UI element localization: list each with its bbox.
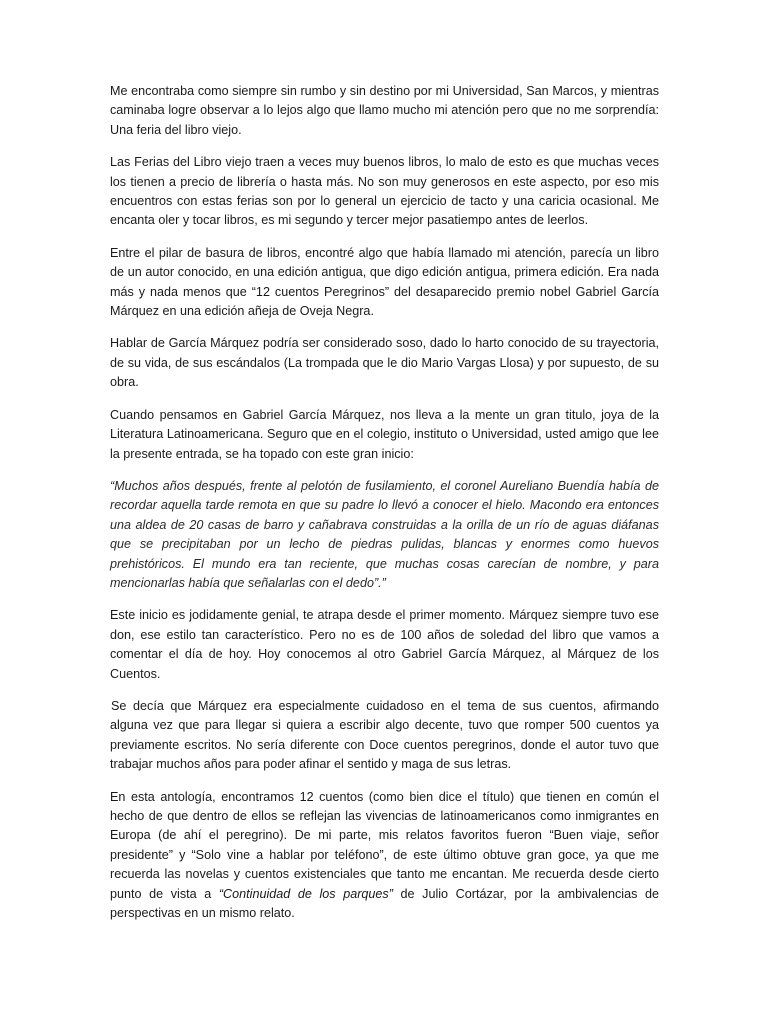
antologia-italic-title: “Continuidad de los parques” bbox=[218, 886, 393, 901]
paragraph-cuentos: Se decía que Márquez era especialmente cuidadoso en el tema de sus cuentos, afirmando alguna vez que para llegar si quiera a escribir algo decente, tuvo que romper 500 cuentos ya previamente escritos. No sería diferente con Doce cuentos peregrinos, donde el autor tuvo que trabajar muchos años para poder afinar el sentido y maga de sus letras. bbox=[110, 698, 659, 772]
paragraph-gran-titulo: Cuando pensamos en Gabriel García Márquez, nos lleva a la mente un gran titulo, joya de la Literatura Latinoamericana. Seguro que en el colegio, instituto o Universidad, usted amigo que lee la presente entrada, se ha topado con este gran inicio: bbox=[110, 407, 659, 461]
paragraph-antologia bbox=[110, 788, 659, 924]
paragraph-quote: “Muchos años después, frente al pelotón de fusilamiento, el coronel Aureliano Buendía había de recordar aquella tarde remota en que su padre lo llevó a conocer el hielo. Macondo era entonces una aldea de 20 casas de barro y cañabrava construidas a la orilla de un río de aguas diáfanas que se precipitaban por un lecho de piedras pulidas, blancas y enormes como huevos prehistóricos. El mundo era tan reciente, que muchas cosas carecían de nombre, y para mencionarlas había que señalarlas con el dedo”.” bbox=[110, 478, 659, 590]
paragraph-inicio-genial: Este inicio es jodidamente genial, te atrapa desde el primer momento. Márquez siempre tuvo ese don, ese estilo tan característico. Pero no es de 100 años de soledad del libro que vamos a comentar el día de hoy. Hoy conocemos al otro Gabriel García Márquez, al Márquez de los Cuentos. bbox=[110, 608, 659, 681]
antologia-text-after: de Julio Cortázar, por la ambivalencias de perspectivas en un mismo relato. bbox=[110, 886, 659, 921]
paragraph-ferias: Las Ferias del Libro viejo traen a veces muy buenos libros, lo malo de esto es que muchas veces los tienen a precio de librería o hasta más. No son muy generosos en este aspecto, por eso mis encuentros con estas ferias son por lo general un ejercicio de tacto y una caricia ocasional. Me encanta oler y tocar libros, es mi segundo y tercer mejor pasatiempo antes de leerlos. bbox=[110, 155, 659, 228]
paragraph-garcia-marquez: Hablar de García Márquez podría ser considerado soso, dado lo harto conocido de su trayectoria, de su vida, de sus escándalos (La trompada que le dio Mario Vargas Llosa) y por supuesto, de su obra. bbox=[110, 336, 659, 390]
paragraph-hallazgo: Entre el pilar de basura de libros, encontré algo que había llamado mi atención, parecía un libro de un autor conocido, en una edición antigua, que digo edición antigua, primera edición. Era nada más y nada menos que “12 cuentos Peregrinos” del desaparecido premio nobel Gabriel García Márquez en una edición añeja de Oveja Negra. bbox=[110, 245, 659, 319]
antologia-text-before: En esta antología, encontramos 12 cuentos (como bien dice el título) que tienen en común el hecho de que dentro de ellos se reflejan las vivencias de latinoamericanos como inmigrantes en Europa (de ahí el peregrino). De mi parte, mis relatos favoritos fueron “Buen viaje, señor presidente” y “Solo vine a hablar por teléfono”, de este último obtuve gran goce, ya que me recuerda las novelas y cuentos existenciales que tanto me encantan. Me recuerda desde cierto punto de vista a bbox=[110, 789, 659, 901]
document-page bbox=[110, 82, 659, 936]
paragraph-intro: Me encontraba como siempre sin rumbo y sin destino por mi Universidad, San Marcos, y mientras caminaba logre observar a lo lejos algo que llamo mucho mi atención pero que no me sorprendía: Una feria del libro viejo. bbox=[110, 84, 659, 137]
